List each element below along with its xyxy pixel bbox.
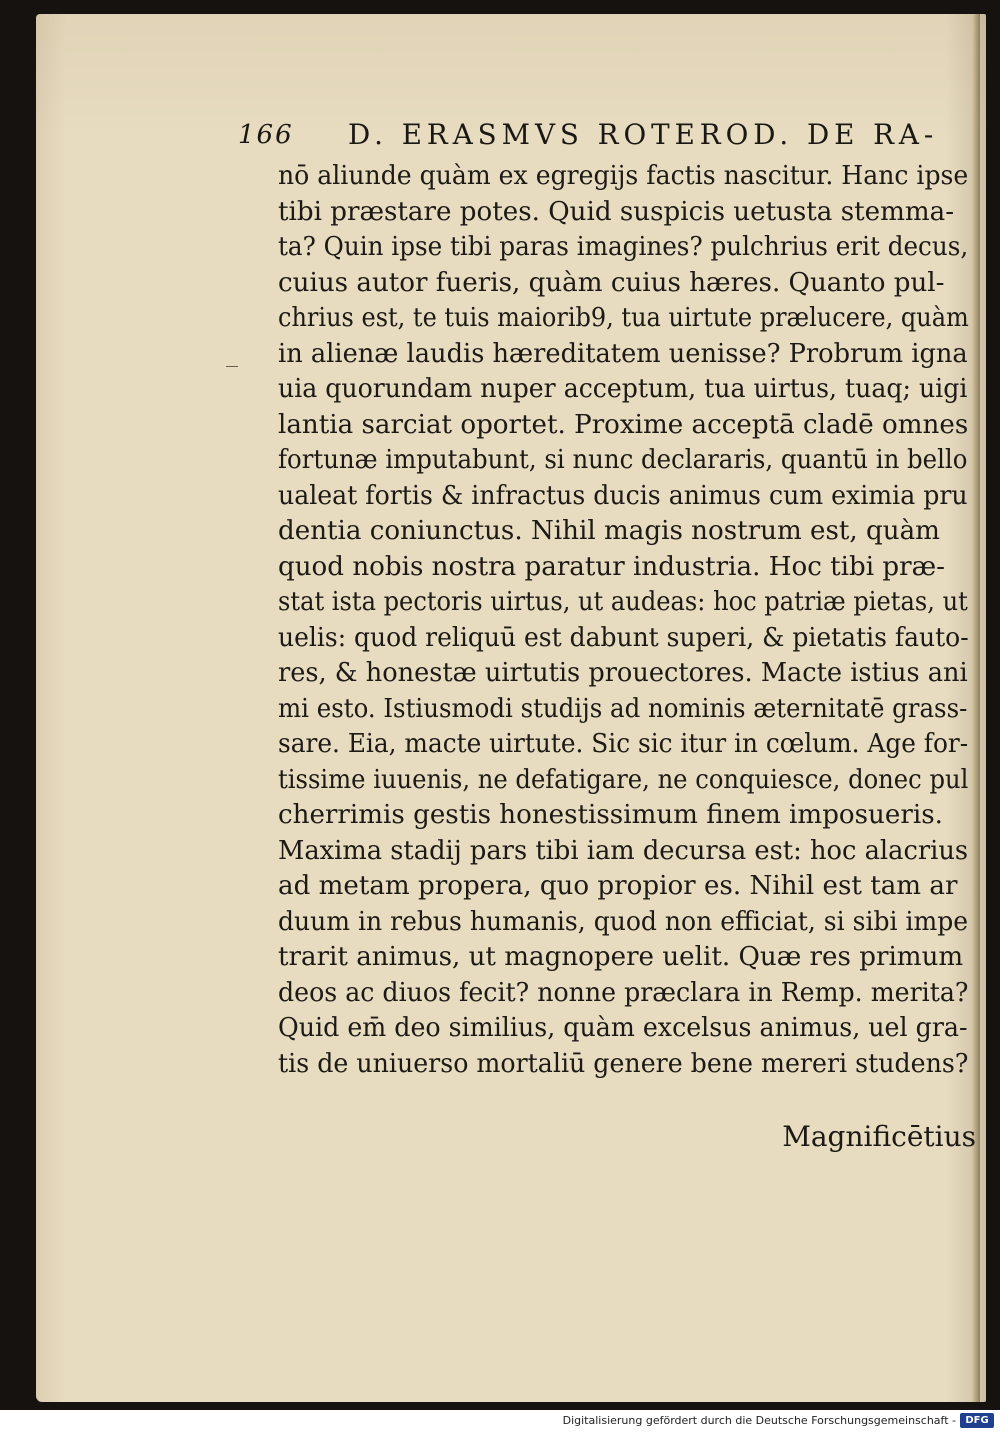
running-head: D. ERASMVS ROTEROD. DE RA- [348, 118, 939, 151]
text-line: tibi præstare potes. Quid suspicis uetusta stemma- [278, 195, 955, 227]
text-line: cherrimis gestis honestissimum finem imposueris. [278, 799, 943, 830]
page-header [238, 116, 938, 156]
text-line: tis de uniuerso mortaliū genere bene mereri studens? [278, 1047, 969, 1079]
text-line: lantia sarciat oportet. Proxime acceptā cladē omnes [278, 408, 969, 440]
text-line: cuius autor fueris, quàm cuius hæres. Quanto pul- [278, 266, 945, 298]
text-line: in alienæ laudis hæreditatem uenisse? Probrum igna [278, 337, 968, 369]
text-line: deos ac diuos fecit? nonne præclara in Remp. merita? [278, 976, 969, 1008]
text-line: uia quorundam nuper acceptum, tua uirtus, tuaq; uigi [278, 373, 968, 404]
text-line: quod nobis nostra paratur industria. Hoc tibi præ- [278, 550, 946, 582]
body-text [278, 158, 978, 1081]
margin-mark [226, 366, 238, 367]
text-line: trarit animus, ut magnopere uelit. Quæ res primum [278, 941, 964, 972]
text-line: tissime iuuenis, ne defatigare, ne conquiesce, donec pul [278, 763, 969, 795]
text-line: duum in rebus humanis, quod non efficiat, si sibi impe [278, 905, 969, 937]
text-line: mi esto. Istiusmodi studijs ad nominis æternitatē grass- [278, 692, 968, 724]
text-line: res, & honestæ uirtutis prouectores. Macte istius ani [278, 657, 968, 688]
text-line: uelis: quod reliquū est dabunt superi, & pietatis fauto- [278, 621, 969, 653]
digitization-footer [0, 1410, 1000, 1433]
text-line: Quid em̄ deo similius, quàm excelsus animus, uel gra- [278, 1012, 968, 1043]
text-line: sare. Eia, macte uirtute. Sic sic itur in cœlum. Age for- [278, 728, 969, 759]
text-line: chrius est, te tuis maiorib9, tua uirtute prælucere, quàm [278, 302, 969, 333]
text-line: ualeat fortis & infractus ducis animus cum eximia pru [278, 479, 968, 511]
text-line: ad metam propera, quo propior es. Nihil est tam ar [278, 870, 958, 901]
catchword: Magnificētius [782, 1120, 976, 1153]
text-line: stat ista pectoris uirtus, ut audeas: hoc patriæ pietas, ut [278, 586, 968, 617]
funding-credit: Digitalisierung gefördert durch die Deutsche Forschungsgemeinschaft - [562, 1414, 956, 1427]
dfg-logo-icon: DFG [960, 1413, 994, 1428]
text-line: nō aliunde quàm ex egregijs factis nascitur. Hanc ipse [278, 160, 969, 191]
text-line: fortunæ imputabunt, si nunc declararis, quantū in bello [278, 444, 968, 475]
text-line: dentia coniunctus. Nihil magis nostrum est, quàm [278, 515, 940, 546]
text-line: Maxima stadij pars tibi iam decursa est: hoc alacrius [278, 834, 969, 866]
folio-number: 166 [238, 120, 294, 150]
text-line: ta? Quin ipse tibi paras imagines? pulchrius erit decus, [278, 231, 969, 262]
